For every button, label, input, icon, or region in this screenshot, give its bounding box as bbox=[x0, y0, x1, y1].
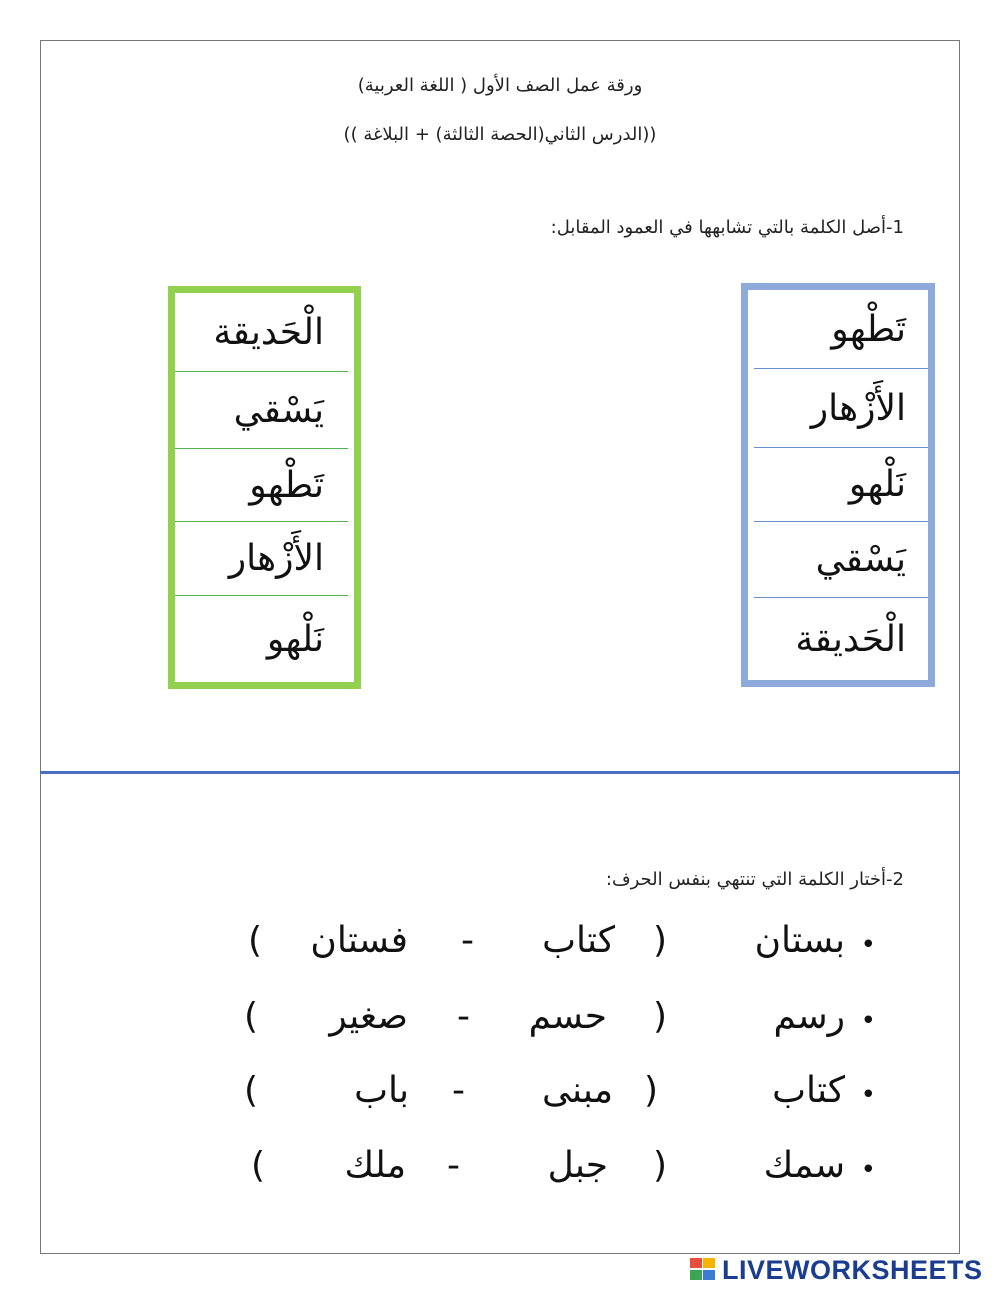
option-1[interactable]: جبل bbox=[547, 1145, 608, 1186]
liveworksheets-logo[interactable] bbox=[690, 1255, 983, 1285]
target-word: سمك bbox=[763, 1145, 845, 1186]
choice-row-4 bbox=[0, 1145, 1000, 1205]
option-2[interactable]: باب bbox=[354, 1070, 409, 1111]
liveworksheets-logo-icon bbox=[690, 1258, 718, 1282]
right-word-column bbox=[741, 283, 935, 687]
left-word-4[interactable]: الأَزْهار bbox=[228, 538, 324, 579]
liveworksheets-brand-text: LIVEWORKSHEETS bbox=[722, 1254, 983, 1285]
bullet-icon: • bbox=[860, 1155, 876, 1185]
choice-row-1 bbox=[0, 920, 1000, 980]
close-paren: ) bbox=[243, 996, 258, 1037]
question-2-label: 2-أختار الكلمة التي تنتهي بنفس الحرف: bbox=[605, 869, 904, 890]
target-word: رسم bbox=[773, 996, 845, 1037]
right-word-3[interactable]: نَلْهو bbox=[848, 464, 906, 505]
lesson-subtitle: ((الدرس الثاني(الحصة الثالثة) + البلاغة )) bbox=[343, 124, 657, 145]
right-word-1[interactable]: تَطْهو bbox=[831, 308, 906, 350]
open-paren: ( bbox=[652, 996, 667, 1037]
target-word: بستان bbox=[754, 920, 845, 961]
worksheet-title: ورقة عمل الصف الأول ( اللغة العربية) bbox=[357, 75, 643, 96]
open-paren: ( bbox=[652, 1145, 667, 1186]
option-1[interactable]: كتاب bbox=[542, 920, 615, 961]
left-word-1[interactable]: الْحَديقة bbox=[213, 311, 324, 353]
bullet-icon: • bbox=[860, 1080, 876, 1110]
right-word-4[interactable]: يَسْقي bbox=[815, 539, 906, 580]
open-paren: ( bbox=[643, 1070, 658, 1111]
bullet-icon: • bbox=[860, 1006, 876, 1036]
question-1-label: 1-أصل الكلمة بالتي تشابهها في العمود المقابل: bbox=[550, 217, 904, 238]
option-1[interactable]: حسم bbox=[528, 996, 607, 1037]
close-paren: ) bbox=[243, 1070, 258, 1111]
open-paren: ( bbox=[652, 920, 667, 961]
close-paren: ) bbox=[247, 920, 262, 961]
choice-row-2 bbox=[0, 996, 1000, 1056]
option-2[interactable]: فستان bbox=[310, 920, 408, 961]
choice-row-3 bbox=[0, 1070, 1000, 1130]
option-1[interactable]: مبنى bbox=[541, 1070, 613, 1111]
dash: - bbox=[452, 1070, 465, 1111]
section-divider bbox=[40, 771, 960, 774]
option-2[interactable]: صغير bbox=[329, 996, 408, 1037]
option-2[interactable]: ملك bbox=[344, 1145, 406, 1186]
close-paren: ) bbox=[250, 1145, 265, 1186]
target-word: كتاب bbox=[772, 1070, 845, 1111]
right-word-2[interactable]: الأَزْهار bbox=[810, 387, 906, 429]
left-word-5[interactable]: نَلْهو bbox=[266, 618, 324, 660]
left-word-column bbox=[168, 286, 361, 689]
bullet-icon: • bbox=[860, 930, 876, 960]
dash: - bbox=[461, 920, 474, 961]
left-word-3[interactable]: تَطْهو bbox=[249, 464, 324, 506]
right-word-5[interactable]: الْحَديقة bbox=[795, 618, 906, 660]
dash: - bbox=[457, 996, 470, 1037]
dash: - bbox=[447, 1145, 460, 1186]
left-word-2[interactable]: يَسْقي bbox=[233, 389, 324, 431]
